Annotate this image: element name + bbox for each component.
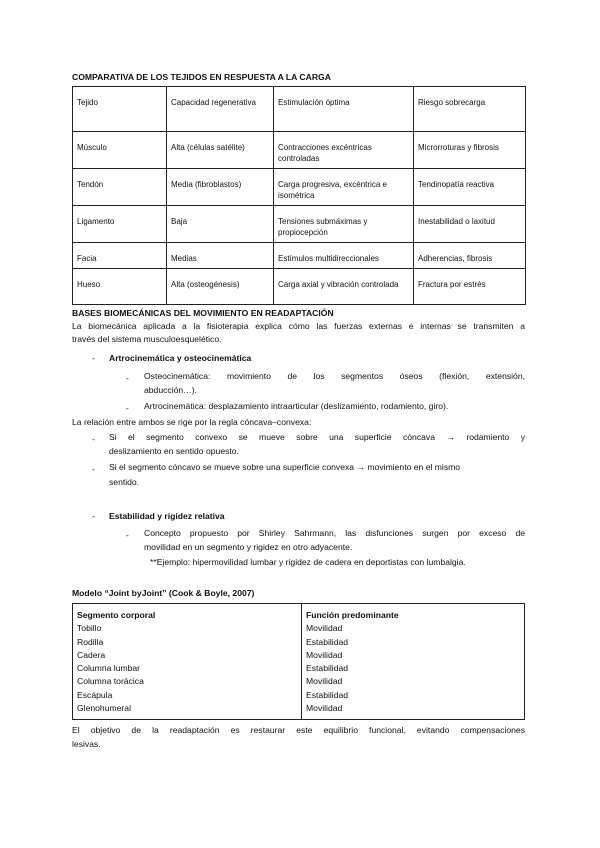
dash-bullet: - bbox=[92, 511, 95, 521]
table-cell: Columna torácica bbox=[77, 676, 144, 687]
section2-title: BASES BIOMECÁNICAS DEL MOVIMIENTO EN READAPTACIÓN bbox=[72, 308, 334, 318]
table-cell: Cadera bbox=[77, 649, 106, 660]
tissue-comparison-table bbox=[72, 86, 526, 305]
dash-bullet: - bbox=[126, 403, 129, 413]
table-cell: Microrroturas y fibrosis bbox=[414, 132, 526, 169]
sub3-line1: Concepto propuesto por Shirley Sahrmann, las disfunciones surgen por exceso de bbox=[144, 528, 525, 538]
table-cell: Tendinopatía reactiva bbox=[414, 169, 526, 206]
joint-by-joint-table bbox=[72, 603, 525, 720]
table-header-cell: Capacidad regenerativa bbox=[167, 87, 274, 132]
table-row bbox=[73, 206, 526, 243]
table-cell: Hueso bbox=[73, 269, 167, 305]
rule2-line2: sentido. bbox=[109, 477, 140, 487]
table-cell: Estabilidad bbox=[306, 663, 349, 674]
bullet2-title: Estabilidad y rigidez relativa bbox=[109, 511, 225, 521]
table-cell: Escápula bbox=[77, 689, 113, 700]
table-header-row bbox=[73, 87, 526, 132]
rule-line: La relación entre ambos se rige por la regla cóncava–convexa: bbox=[72, 417, 312, 427]
table-cell: Carga progresiva, excéntrica e isométrica bbox=[274, 169, 414, 206]
table-header-cell: Función predominante bbox=[306, 610, 399, 620]
rule1-line1: Si el segmento convexo se mueve sobre una superficie cóncava → rodamiento y bbox=[109, 432, 525, 442]
sub1-line2: abducción…). bbox=[144, 385, 198, 395]
table-row bbox=[73, 169, 526, 206]
table-cell: Fractura por estrés bbox=[414, 269, 526, 305]
rule1-line2: deslizamiento en sentido opuesto. bbox=[109, 446, 239, 456]
table-cell: Alta (células satélite) bbox=[167, 132, 274, 169]
table-cell: Tensiones submáximas y propiocepción bbox=[274, 206, 414, 243]
table-cell: Medias bbox=[167, 243, 274, 269]
dash-bullet: - bbox=[92, 434, 95, 444]
table-cell: Movilidad bbox=[306, 649, 343, 660]
table-cell: Estabilidad bbox=[306, 636, 349, 647]
table1-title: COMPARATIVA DE LOS TEJIDOS EN RESPUESTA A LA CARGA bbox=[72, 72, 331, 82]
sub3-example: **Ejemplo: hipermovilidad lumbar y rigidez de cadera en deportistas con lumbalgia. bbox=[150, 557, 466, 567]
table-header-cell: Segmento corporal bbox=[77, 610, 156, 620]
table-cell: Movilidad bbox=[306, 703, 343, 714]
function-column bbox=[306, 609, 399, 715]
closing-line1: El objetivo de la readaptación es restaurar este equilibrio funcional, evitando compensaciones bbox=[72, 725, 525, 735]
closing-line2: lesivas. bbox=[72, 739, 101, 749]
column-divider bbox=[301, 604, 302, 719]
table-cell: Estímulos multidireccionales bbox=[274, 243, 414, 269]
table-cell: Músculo bbox=[73, 132, 167, 169]
table-cell: Carga axial y vibración controlada bbox=[274, 269, 414, 305]
table-cell: Alta (osteogénesis) bbox=[167, 269, 274, 305]
sub3-line2: movilidad en un segmento y rigidez en otro adyacente. bbox=[144, 542, 353, 552]
table-cell: Contracciones excéntricas controladas bbox=[274, 132, 414, 169]
sub1-line1: Osteocinemática: movimiento de los segmentos óseos (flexión, extensión, bbox=[144, 371, 525, 381]
dash-bullet: - bbox=[92, 464, 95, 474]
table-cell: Facia bbox=[73, 243, 167, 269]
table-header-cell: Estimulación óptima bbox=[274, 87, 414, 132]
table-cell: Media (fibroblastos) bbox=[167, 169, 274, 206]
table-cell: Estabilidad bbox=[306, 689, 349, 700]
table-cell: Rodilla bbox=[77, 636, 104, 647]
table-row bbox=[73, 243, 526, 269]
table-cell: Movilidad bbox=[306, 676, 343, 687]
intro-line2: través del sistema musculoesquelético. bbox=[72, 334, 222, 344]
table-cell: Adherencias, fibrosis bbox=[414, 243, 526, 269]
sub2: Artrocinemática: desplazamiento intraarticular (deslizamiento, rodamiento, giro). bbox=[144, 401, 449, 411]
dash-bullet: - bbox=[126, 530, 129, 540]
rule2-line1: Si el segmento cóncavo se mueve sobre una superficie convexa → movimiento en el mismo bbox=[109, 462, 461, 472]
table-row bbox=[73, 132, 526, 169]
table-header-cell: Tejido bbox=[73, 87, 167, 132]
table-cell: Columna lumbar bbox=[77, 663, 141, 674]
dash-bullet: - bbox=[92, 353, 95, 363]
table-cell: Ligamento bbox=[73, 206, 167, 243]
table-header-cell: Riesgo sobrecarga bbox=[414, 87, 526, 132]
table-cell: Movilidad bbox=[306, 623, 343, 634]
table2-title: Modelo “Joint byJoint” (Cook & Boyle, 2007) bbox=[72, 588, 255, 598]
segment-column bbox=[77, 609, 155, 715]
table-cell: Tendón bbox=[73, 169, 167, 206]
table-cell: Baja bbox=[167, 206, 274, 243]
intro-line1: La biomecánica aplicada a la fisioterapia explica cómo las fuerzas externas e internas se transmiten a bbox=[72, 321, 525, 331]
table-cell: Inestabilidad o laxitud bbox=[414, 206, 526, 243]
table-row bbox=[73, 269, 526, 305]
dash-bullet: - bbox=[126, 373, 129, 383]
table-cell: Glenohumeral bbox=[77, 703, 131, 714]
table-cell: Tobillo bbox=[77, 623, 102, 634]
bullet1-title: Artrocinemática y osteocinemática bbox=[109, 353, 252, 363]
